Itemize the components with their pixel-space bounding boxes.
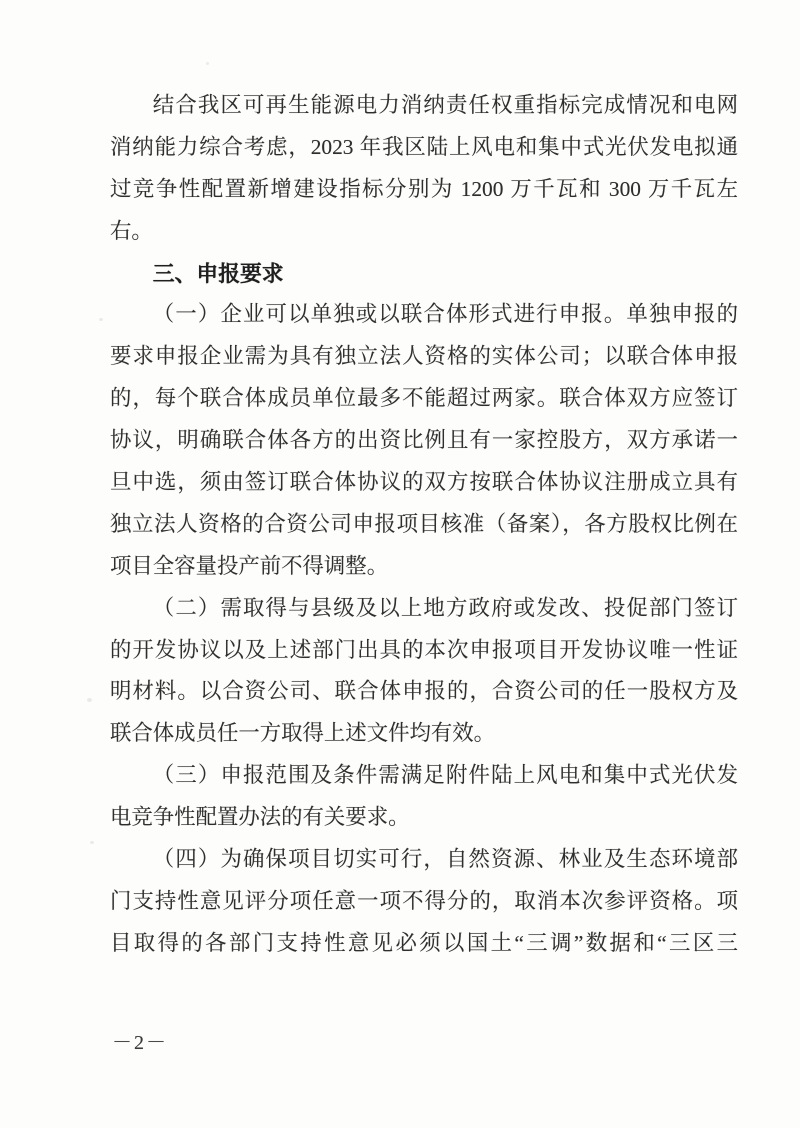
section-heading — [110, 253, 738, 295]
text-line: 的，每个联合体成员单位最多不能超过两家。联合体双方应签订 — [110, 386, 738, 411]
text-line: 旦中选，须由签订联合体协议的双方按联合体协议注册成立具有 — [110, 470, 738, 495]
scan-speck — [99, 318, 103, 321]
text-line: 三、申报要求 — [152, 260, 284, 286]
document-body — [110, 85, 738, 965]
text-line: 的开发协议以及上述部门出具的本次申报项目开发协议唯一性证 — [110, 637, 738, 662]
text-line: （一）企业可以单独或以联合体形式进行申报。单独申报的 — [152, 302, 738, 327]
text-line: （二）需取得与县级及以上地方政府或发改、投促部门签订 — [152, 595, 738, 620]
text-line: 过竞争性配置新增建设指标分别为 1200 万千瓦和 300 万千瓦左 — [110, 176, 738, 201]
scan-speck — [206, 62, 209, 65]
text-line: 要求申报企业需为具有独立法人资格的实体公司；以联合体申报 — [110, 344, 738, 369]
paragraph — [110, 839, 738, 965]
scan-speck — [87, 698, 92, 702]
paragraph — [110, 85, 738, 253]
text-line: 目取得的各部门支持性意见必须以国土“三调”数据和“三区三 — [110, 930, 738, 955]
text-line: 联合体成员任一方取得上述文件均有效。 — [110, 721, 496, 746]
text-line: （四）为确保项目切实可行，自然资源、林业及生态环境部 — [152, 847, 738, 872]
paragraph — [110, 588, 738, 756]
text-line: 协议，明确联合体各方的出资比例且有一家控股方，双方承诺一 — [110, 428, 738, 453]
scan-speck — [90, 841, 94, 844]
text-line: 明材料。以合资公司、联合体申报的，合资公司的任一股权方及 — [110, 679, 738, 704]
paragraph — [110, 755, 738, 839]
text-line: 结合我区可再生能源电力消纳责任权重指标完成情况和电网 — [152, 93, 738, 117]
text-line: 门支持性意见评分项任意一项不得分的，取消本次参评资格。项 — [110, 888, 738, 913]
text-line: （三）申报范围及条件需满足附件陆上风电和集中式光伏发 — [152, 763, 738, 788]
page-number: －2－ — [112, 1032, 168, 1054]
paragraph — [110, 294, 738, 587]
text-line: 独立法人资格的合资公司申报项目核准（备案），各方股权比例在 — [110, 511, 738, 536]
text-line: 项目全容量投产前不得调整。 — [110, 553, 389, 578]
text-line: 右。 — [110, 218, 153, 243]
text-line: 消纳能力综合考虑，2023 年我区陆上风电和集中式光伏发电拟通 — [110, 134, 738, 159]
text-line: 电竞争性配置办法的有关要求。 — [110, 805, 410, 830]
